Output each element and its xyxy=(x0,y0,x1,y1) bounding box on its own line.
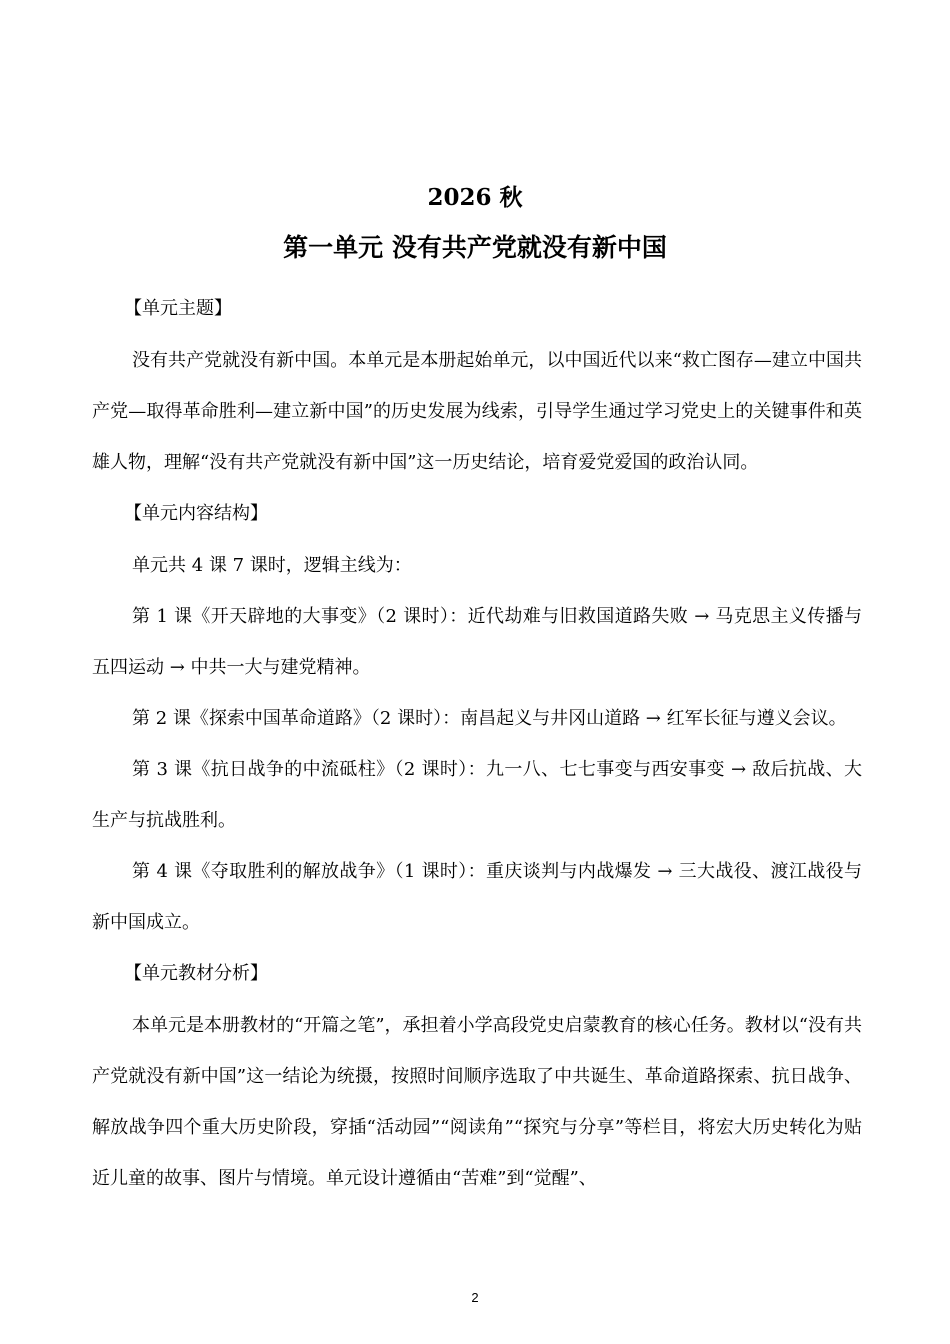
section-heading-structure: 【单元内容结构】 xyxy=(124,503,268,524)
page-number: 2 xyxy=(471,1290,479,1305)
document-body xyxy=(92,283,862,1204)
paragraph-theme: 没有共产党就没有新中国。本单元是本册起始单元，以中国近代以来“救亡图存—建立中国共产党—取得革命胜利—建立新中国”的历史发展为线索，引导学生通过学习党史上的关键事件和英雄人物，理解“没有共产党就没有新中国”这一历史结论，培育爱党爱国的政治认同。 xyxy=(92,350,862,473)
unit-title: 第一单元 没有共产党就没有新中国 xyxy=(283,233,667,262)
paragraph-structure-intro: 单元共 4 课 7 课时，逻辑主线为： xyxy=(132,555,412,576)
section-heading-theme: 【单元主题】 xyxy=(124,298,232,319)
lesson-item-4: 第 4 课《夺取胜利的解放战争》（1 课时）：重庆谈判与内战爆发 → 三大战役、渡江战役与新中国成立。 xyxy=(92,861,862,933)
lesson-item-3: 第 3 课《抗日战争的中流砥柱》（2 课时）：九一八、七七事变与西安事变 → 敌后抗战、大生产与抗战胜利。 xyxy=(92,759,862,831)
paragraph-analysis: 本单元是本册教材的“开篇之笔”，承担着小学高段党史启蒙教育的核心任务。教材以“没有共产党就没有新中国”这一结论为统摄，按照时间顺序选取了中共诞生、革命道路探索、抗日战争、解放战争四个重大历史阶段，穿插“活动园”“阅读角”“探究与分享”等栏目，将宏大历史转化为贴近儿童的故事、图片与情境。单元设计遵循由“苦难”到“觉醒”、 xyxy=(92,1015,862,1189)
document-year: 2026 秋 xyxy=(427,184,523,211)
lesson-item-2: 第 2 课《探索中国革命道路》（2 课时）：南昌起义与井冈山道路 → 红军长征与遵义会议。 xyxy=(132,708,847,729)
section-heading-analysis: 【单元教材分析】 xyxy=(124,963,268,984)
lesson-item-1: 第 1 课《开天辟地的大事变》（2 课时）：近代劫难与旧救国道路失败 → 马克思主义传播与五四运动 → 中共一大与建党精神。 xyxy=(92,606,862,678)
